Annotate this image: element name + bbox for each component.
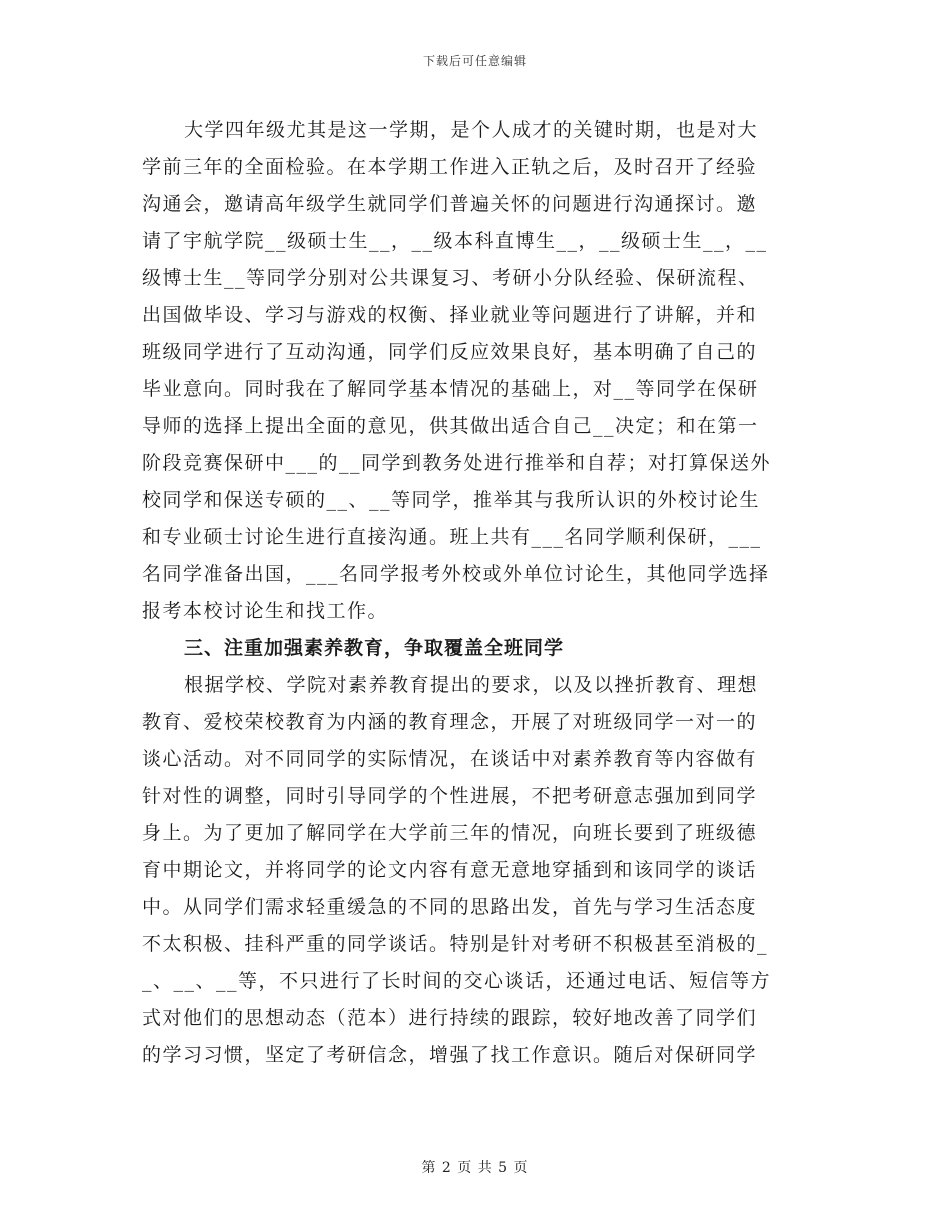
paragraph-line: 导师的选择上提出全面的意见，供其做出适合自己__决定；和在第一: [142, 415, 759, 437]
paragraph-line: 不太积极、挂科严重的同学谈话。特别是针对考研不积极甚至消极的_: [142, 933, 769, 955]
paragraph-line: 名同学准备出国，___名同学报考外校或外单位讨论生，其他同学选择: [142, 563, 770, 585]
paragraph-line: 的学习习惯，坚定了考研信念，增强了找工作意识。随后对保研同学: [142, 1044, 758, 1066]
paragraph-line: 阶段竞赛保研中___的__同学到教务处进行推举和自荐；对打算保送外: [142, 452, 772, 474]
paragraph-line: 级博士生__等同学分别对公共课复习、考研小分队经验、保研流程、: [142, 267, 759, 289]
paragraph-line: 出国做毕设、学习与游戏的权衡、择业就业等问题进行了讲解，并和: [142, 304, 758, 326]
paragraph-line: 校同学和保送专硕的__、__等同学，推举其与我所认识的外校讨论生: [142, 489, 761, 511]
paragraph-line: 班级同学进行了互动沟通，同学们反应效果良好，基本明确了自己的: [142, 341, 758, 363]
paragraph-line: 学前三年的全面检验。在本学期工作进入正轨之后，及时召开了经验: [142, 156, 758, 178]
page-number: 第 2 页 共 5 页: [421, 1160, 529, 1176]
paragraph-line: 式对他们的思想动态（范本）进行持续的跟踪，较好地改善了同学们: [142, 1007, 758, 1029]
paragraph-line: 中。从同学们需求轻重缓急的不同的思路出发，首先与学习生活态度: [142, 896, 758, 918]
document-body: [142, 112, 800, 1074]
paragraph-line: 报考本校讨论生和找工作。: [142, 600, 389, 622]
paragraph-line: 毕业意向。同时我在了解同学基本情况的基础上，对__等同学在保研: [142, 378, 759, 400]
paragraph-line: 教育、爱校荣校教育为内涵的教育理念，开展了对班级同学一对一的: [142, 711, 758, 733]
paragraph-line: 育中期论文，并将同学的论文内容有意无意地穿插到和该同学的谈话: [142, 859, 758, 881]
paragraph-line: 沟通会，邀请高年级学生就同学们普遍关怀的问题进行沟通探讨。邀: [142, 193, 758, 215]
paragraph-line: 针对性的调整，同时引导同学的个性进展，不把考研意志强加到同学: [142, 785, 758, 807]
paragraph-line: 和专业硕士讨论生进行直接沟通。班上共有___名同学顺利保研，___: [142, 526, 762, 548]
section-heading: 三、注重加强素养教育，争取覆盖全班同学: [184, 637, 565, 659]
paragraph-line: 大学四年级尤其是这一学期，是个人成才的关键时期，也是对大: [184, 119, 759, 141]
paragraph-line: _、__、__等，不只进行了长时间的交心谈话，还通过电话、短信等方: [142, 970, 772, 992]
page-header: 下载后可任意编辑: [422, 54, 527, 68]
paragraph-line: 谈心活动。对不同同学的实际情况，在谈话中对素养教育等内容做有: [142, 748, 758, 770]
paragraph-line: 请了宇航学院__级硕士生__，__级本科直博生__，__级硕士生__，__: [142, 230, 768, 252]
paragraph-line: 根据学校、学院对素养教育提出的要求，以及以挫折教育、理想: [184, 674, 759, 696]
paragraph-line: 身上。为了更加了解同学在大学前三年的情况，向班长要到了班级德: [142, 822, 758, 844]
